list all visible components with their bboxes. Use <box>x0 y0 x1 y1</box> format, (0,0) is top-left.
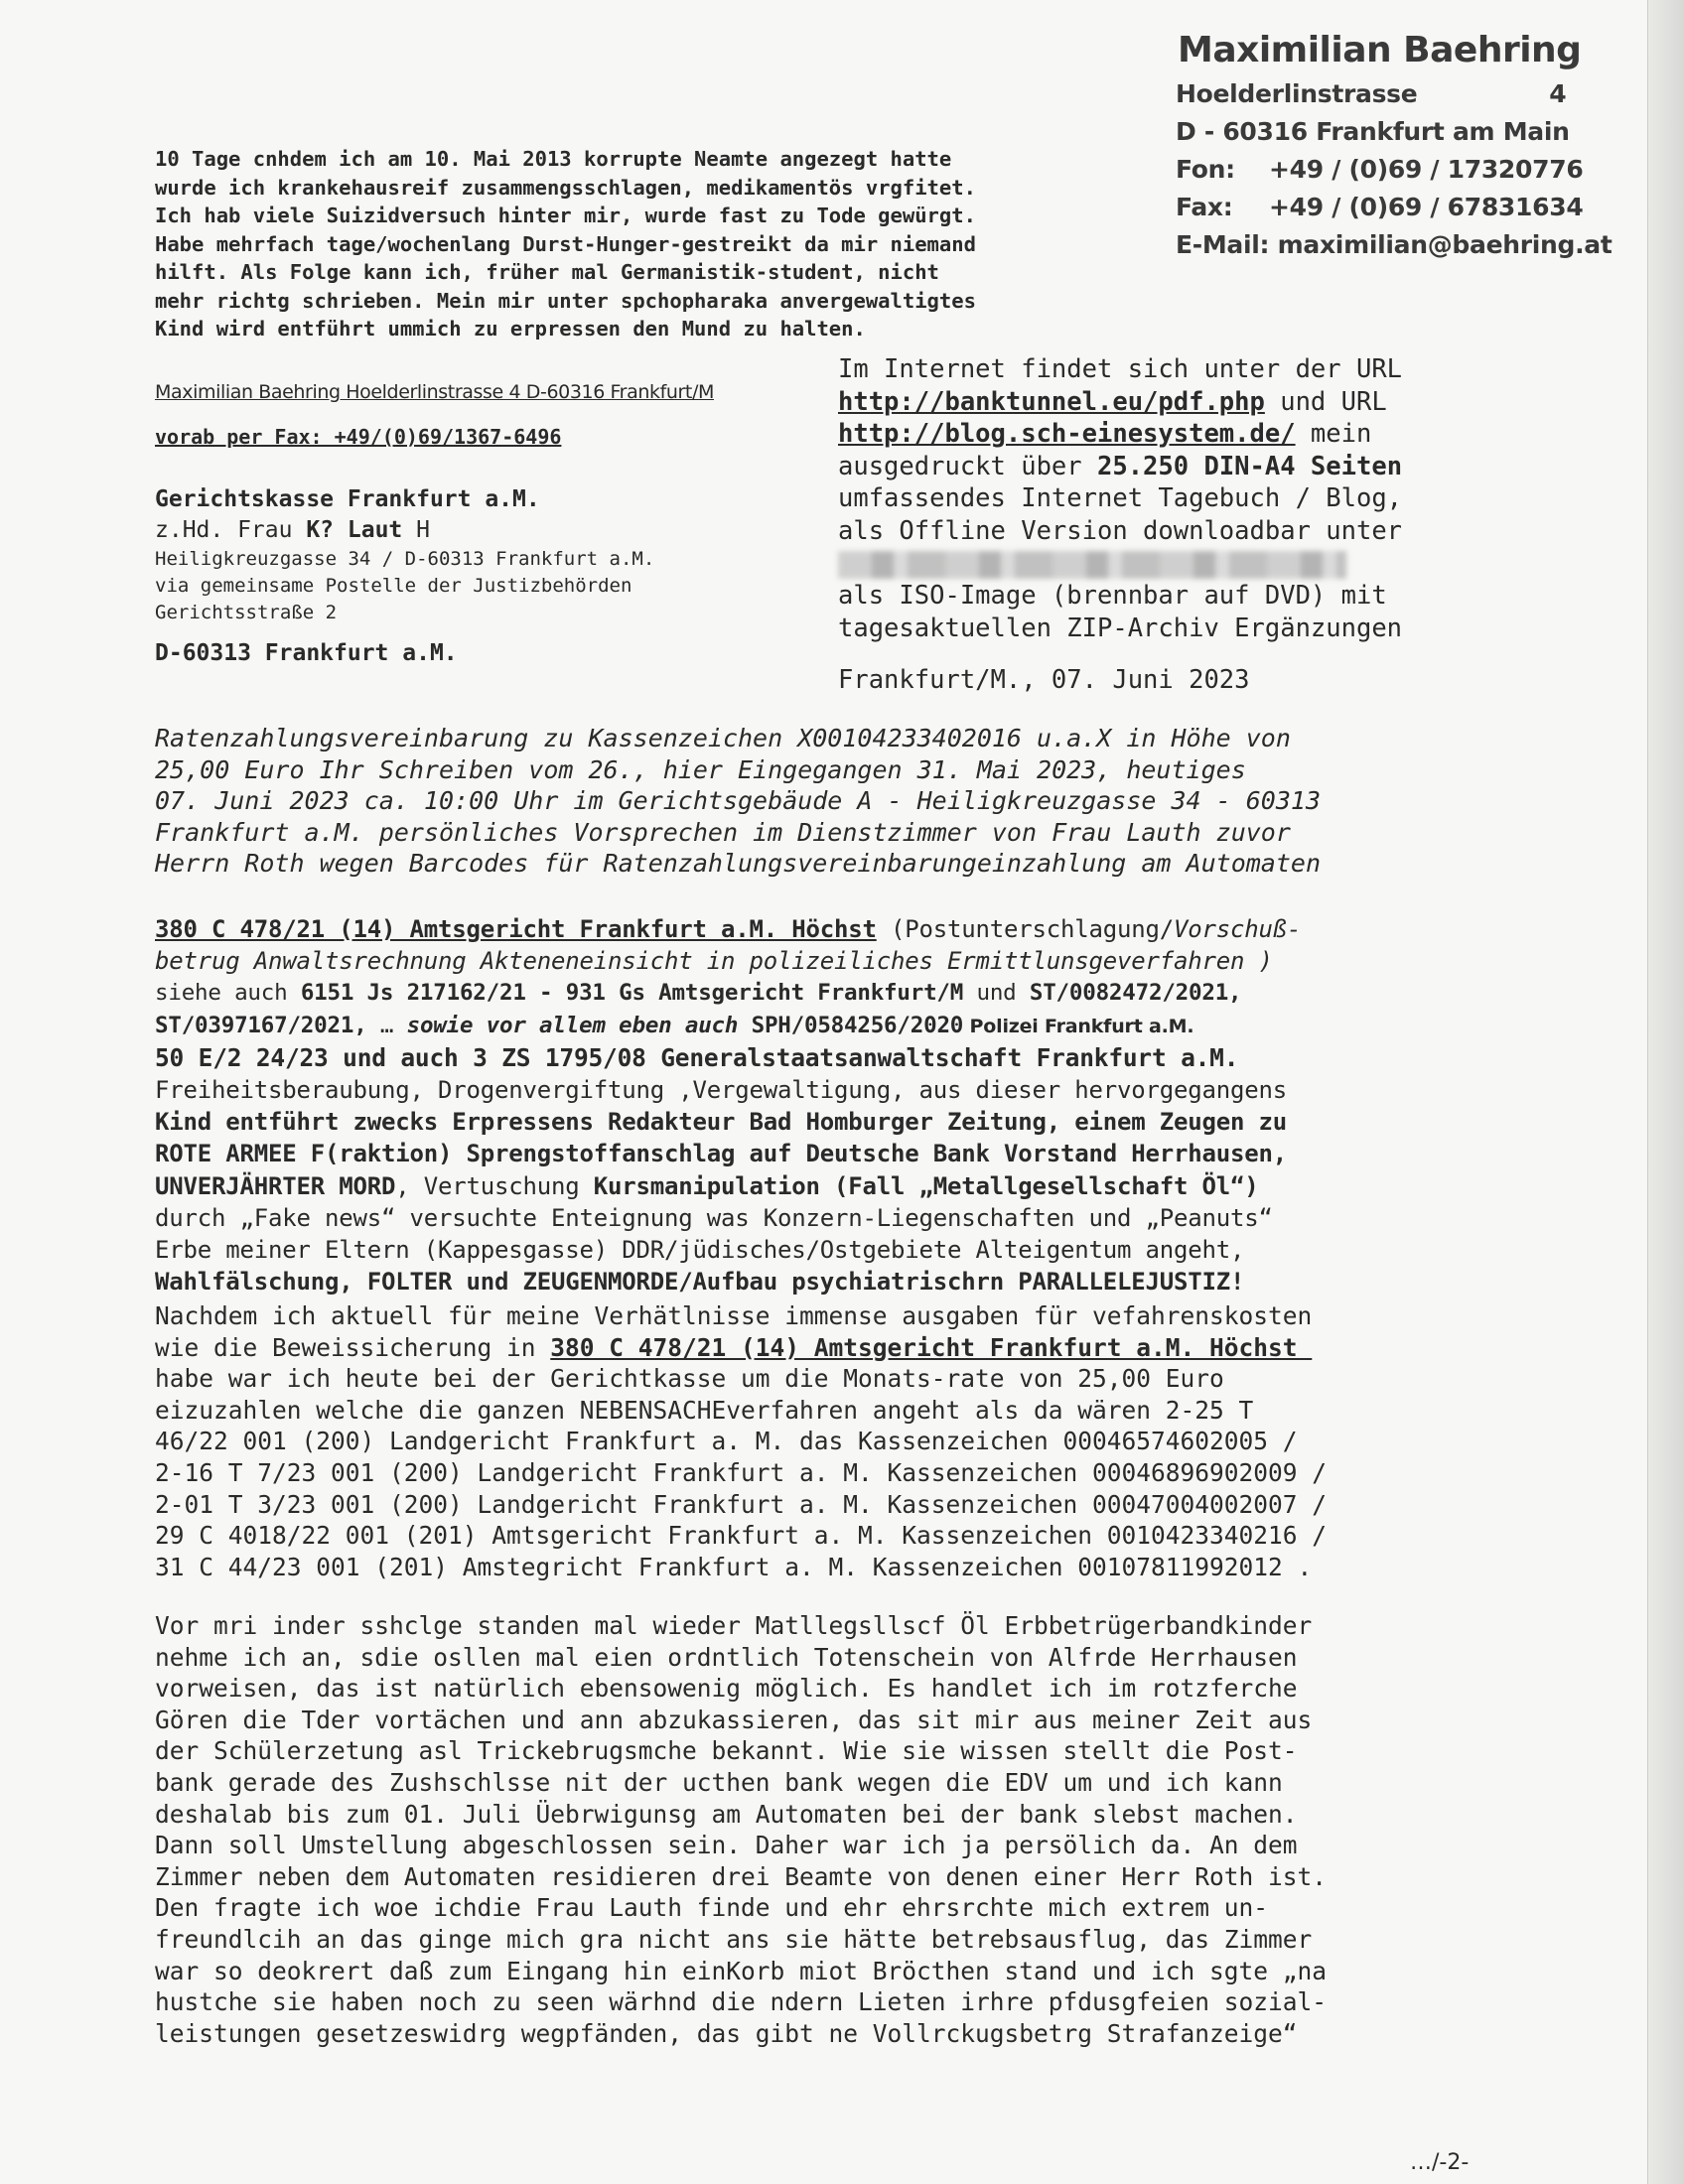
url-link[interactable]: http://banktunnel.eu/pdf.php <box>838 386 1265 417</box>
redaction-blur <box>838 551 1346 579</box>
url-link[interactable]: http://blog.sch-einesystem.de/ <box>838 419 1296 450</box>
ref-line: Erbe meiner Eltern (Kappesgasse) DDR/jüdisches/Ostgebiete Alteigentum angeht, <box>155 1236 1245 1265</box>
paragraph-payment <box>155 1300 1605 1582</box>
subject-block <box>155 723 1605 880</box>
intro-line: mehr richtg schrieben. Mein mir unter spchopharaka anvergewaltigtes <box>155 288 976 313</box>
letterhead-phone: Fon: +49 / (0)69 / 17320776 <box>1176 155 1584 184</box>
para-line: wie die Beweissicherung in 380 C 478/21 (14) Amtsgericht Frankfurt a.M. Höchst <box>155 1332 1313 1362</box>
subject-line: Herrn Roth wegen Barcodes für Ratenzahlungsvereinbarungeinzahlung am Automaten <box>155 849 1321 879</box>
ref-line: siehe auch 6151 Js 217162/21 - 931 Gs Amtsgericht Frankfurt/M und ST/0082472/2021, <box>155 980 1242 1007</box>
para-line: hustche sie haben noch zu seen wärhnd die ndern Lieten irhre pfdusgfeien sozial- <box>155 1987 1328 2017</box>
subject-line: Ratenzahlungsvereinbarung zu Kassenzeichen X00104233402016 u.a.X in Höhe von <box>155 724 1291 752</box>
para-line: Nachdem ich aktuell für meine Verhätlnisse immense ausgaben für vefahrenskosten <box>155 1301 1313 1330</box>
intro-line: Kind wird entführt ummich zu erpressen den Mund zu halten. <box>155 317 866 341</box>
sender-line: Maximilian Baehring Hoelderlinstrasse 4 D-60316 Frankfurt/M <box>155 381 714 403</box>
para-line: eizuzahlen welche die ganzen NEBENSACHEverfahren angeht als da wären 2-25 T <box>155 1395 1254 1425</box>
recipient-attn: z.Hd. Frau K? Laut H <box>155 517 430 543</box>
ref-line: durch „Fake news“ versuchte Enteignung was Konzern-Liegenschaften und „Peanuts“ <box>155 1203 1273 1232</box>
para-line: war so deokrert daß zum Eingang hin einKorb miot Bröcthen stand und ich sgte „na <box>155 1956 1328 1985</box>
internet-line: umfassendes Internet Tagebuch / Blog, <box>838 483 1403 514</box>
internet-note <box>838 353 1632 644</box>
recipient-city: D-60313 Frankfurt a.M. <box>155 640 458 666</box>
internet-line: als ISO-Image (brennbar auf DVD) mit <box>838 581 1387 612</box>
para-line: Den fragte ich woe ichdie Frau Lauth finde und ehr ehrsrchte mich extrem un- <box>155 1893 1269 1923</box>
case-references <box>155 913 1605 1297</box>
ref-line: Freiheitsberaubung, Drogenvergiftung ,Vergewaltigung, aus dieser hervorgegangens <box>155 1076 1287 1105</box>
intro-line: 10 Tage cnhdem ich am 10. Mai 2013 korrupte Neamte angezegt hatte <box>155 147 952 171</box>
ref-line: betrug Anwaltsrechnung Akteneneinsicht in polizeiliches Ermittlunsgeverfahren ) <box>155 947 1273 976</box>
fax-line: vorab per Fax: +49/(0)69/1367-6496 <box>155 425 562 449</box>
paragraph-visit <box>155 1610 1605 2049</box>
recipient-address-line: via gemeinsame Postelle der Justizbehörden <box>155 575 632 597</box>
letterhead-fax: Fax: +49 / (0)69 / 67831634 <box>1176 193 1584 221</box>
recipient-name: Gerichtskasse Frankfurt a.M. <box>155 486 540 512</box>
ref-line: Wahlfälschung, FOLTER und ZEUGENMORDE/Aufbau psychiatrischrn PARALLELEJUSTIZ! <box>155 1268 1245 1297</box>
para-line: vorweisen, das ist natürlich ebensowenig möglich. Es handlet ich im rotzferche <box>155 1674 1298 1704</box>
ref-line: 50 E/2 24/23 und auch 3 ZS 1795/08 Generalstaatsanwaltschaft Frankfurt a.M. <box>155 1042 1239 1072</box>
ref-line: UNVERJÄHRTER MORD, Vertuschung Kursmanipulation (Fall „Metallgesellschaft Öl“) <box>155 1171 1259 1200</box>
recipient-address <box>155 484 810 666</box>
internet-line: http://blog.sch-einesystem.de/ mein <box>838 419 1372 450</box>
internet-line: http://banktunnel.eu/pdf.php und URL <box>838 386 1387 417</box>
para-line: habe war ich heute bei der Gerichtkasse um die Monats-rate von 25,00 Euro <box>155 1364 1224 1394</box>
para-line: bank gerade des Zushschlsse nit der ucthen bank wegen die EDV um und ich kann <box>155 1767 1283 1797</box>
para-line: der Schülerzetung asl Trickebrugsmche bekannt. Wie sie wissen stellt die Post- <box>155 1736 1298 1766</box>
intro-line: wurde ich krankehausreif zusammengsschlagen, medikamentös vrgfitet. <box>155 175 976 200</box>
letterhead-city: D - 60316 Frankfurt am Main <box>1176 117 1570 146</box>
internet-line: tagesaktuellen ZIP-Archiv Ergänzungen <box>838 613 1403 643</box>
para-line: 2-01 T 3/23 001 (200) Landgericht Frankfurt a. M. Kassenzeichen 00047004002007 / <box>155 1489 1328 1519</box>
para-line: leistungen gesetzeswidrg wegpfänden, das gibt ne Vollrckugsbetrg Strafanzeige“ <box>155 2018 1298 2048</box>
intro-line: Ich hab viele Suizidversuch hinter mir, wurde fast zu Tode gewürgt. <box>155 204 976 227</box>
para-line: 46/22 001 (200) Landgericht Frankfurt a. M. das Kassenzeichen 00046574602005 / <box>155 1427 1298 1456</box>
para-line: Gören die Tder vortächen und ann abzukassieren, das sit mir aus meiner Zeit aus <box>155 1705 1313 1734</box>
ref-line: Kind entführt zwecks Erpressens Redakteur Bad Homburger Zeitung, einem Zeugen zu <box>155 1108 1287 1137</box>
subject-line: 25,00 Euro Ihr Schreiben vom 26., hier Eingegangen 31. Mai 2023, heutiges <box>155 754 1246 784</box>
subject-line: Frankfurt a.M. persönliches Vorsprechen im Dienstzimmer von Frau Lauth zuvor <box>155 817 1291 847</box>
para-line: deshalab bis zum 01. Juli Üebrwigunsg am Automaten bei der bank slebst machen. <box>155 1799 1298 1829</box>
intro-block <box>155 145 1168 343</box>
ref-line: ST/0397167/2021, … sowie vor allem eben auch SPH/0584256/2020 Polizei Frankfurt a.M. <box>155 1012 1194 1038</box>
letterhead-street: Hoelderlinstrasse 4 <box>1176 79 1567 108</box>
para-line: 31 C 44/23 001 (201) Amstegricht Frankfurt a. M. Kassenzeichen 00107811992012 . <box>155 1552 1313 1581</box>
recipient-address-line: Heiligkreuzgasse 34 / D-60313 Frankfurt a.M. <box>155 548 655 570</box>
intro-line: hilft. Als Folge kann ich, früher mal Germanistik-student, nicht <box>155 260 939 284</box>
para-line: Dann soll Umstellung abgeschlossen sein. Daher war ich ja persölich da. An dem <box>155 1831 1298 1860</box>
recipient-address-line: Gerichtsstraße 2 <box>155 602 338 623</box>
internet-line: als Offline Version downloadbar unter <box>838 515 1403 546</box>
letterhead-email: E-Mail: maximilian@baehring.at <box>1176 230 1613 259</box>
para-line: nehme ich an, sdie osllen mal eien ordntlich Totenschein von Alfrde Herrhausen <box>155 1642 1298 1672</box>
ref-line: ROTE ARMEE F(raktion) Sprengstoffanschlag auf Deutsche Bank Vorstand Herrhausen, <box>155 1140 1287 1168</box>
para-line: Zimmer neben dem Automaten residieren drei Beamte von denen einer Herr Roth ist. <box>155 1861 1328 1891</box>
internet-line: ausgedruckt über 25.250 DIN-A4 Seiten <box>838 451 1403 481</box>
intro-line: Habe mehrfach tage/wochenlang Durst-Hunger-gestreikt da mir niemand <box>155 231 976 256</box>
para-line: Vor mri inder sshclge standen mal wieder Matllegsllscf Öl Erbbetrügerbandkinder <box>155 1611 1313 1640</box>
letterhead-name: Maximilian Baehring <box>1178 30 1582 70</box>
para-line: 29 C 4018/22 001 (201) Amtsgericht Frankfurt a. M. Kassenzeichen 0010423340216 / <box>155 1521 1328 1551</box>
letter-date: Frankfurt/M., 07. Juni 2023 <box>838 665 1250 695</box>
letterhead <box>1176 30 1613 259</box>
para-line: 2-16 T 7/23 001 (200) Landgericht Frankfurt a. M. Kassenzeichen 00046896902009 / <box>155 1457 1328 1487</box>
internet-line: Im Internet findet sich unter der URL <box>838 354 1403 384</box>
subject-line: 07. Juni 2023 ca. 10:00 Uhr im Gerichtsgebäude A - Heiligkreuzgasse 34 - 60313 <box>155 786 1321 816</box>
page-edge <box>1647 0 1684 2184</box>
para-line: freundlcih an das ginge mich gra nicht ans sie hätte betrebsausflug, das Zimmer <box>155 1924 1313 1954</box>
page-number: …/-2- <box>1410 2150 1470 2175</box>
redacted-url <box>838 548 1632 581</box>
ref-line: 380 C 478/21 (14) Amtsgericht Frankfurt a.M. Höchst (Postunterschlagung/Vorschuß- <box>155 915 1302 943</box>
